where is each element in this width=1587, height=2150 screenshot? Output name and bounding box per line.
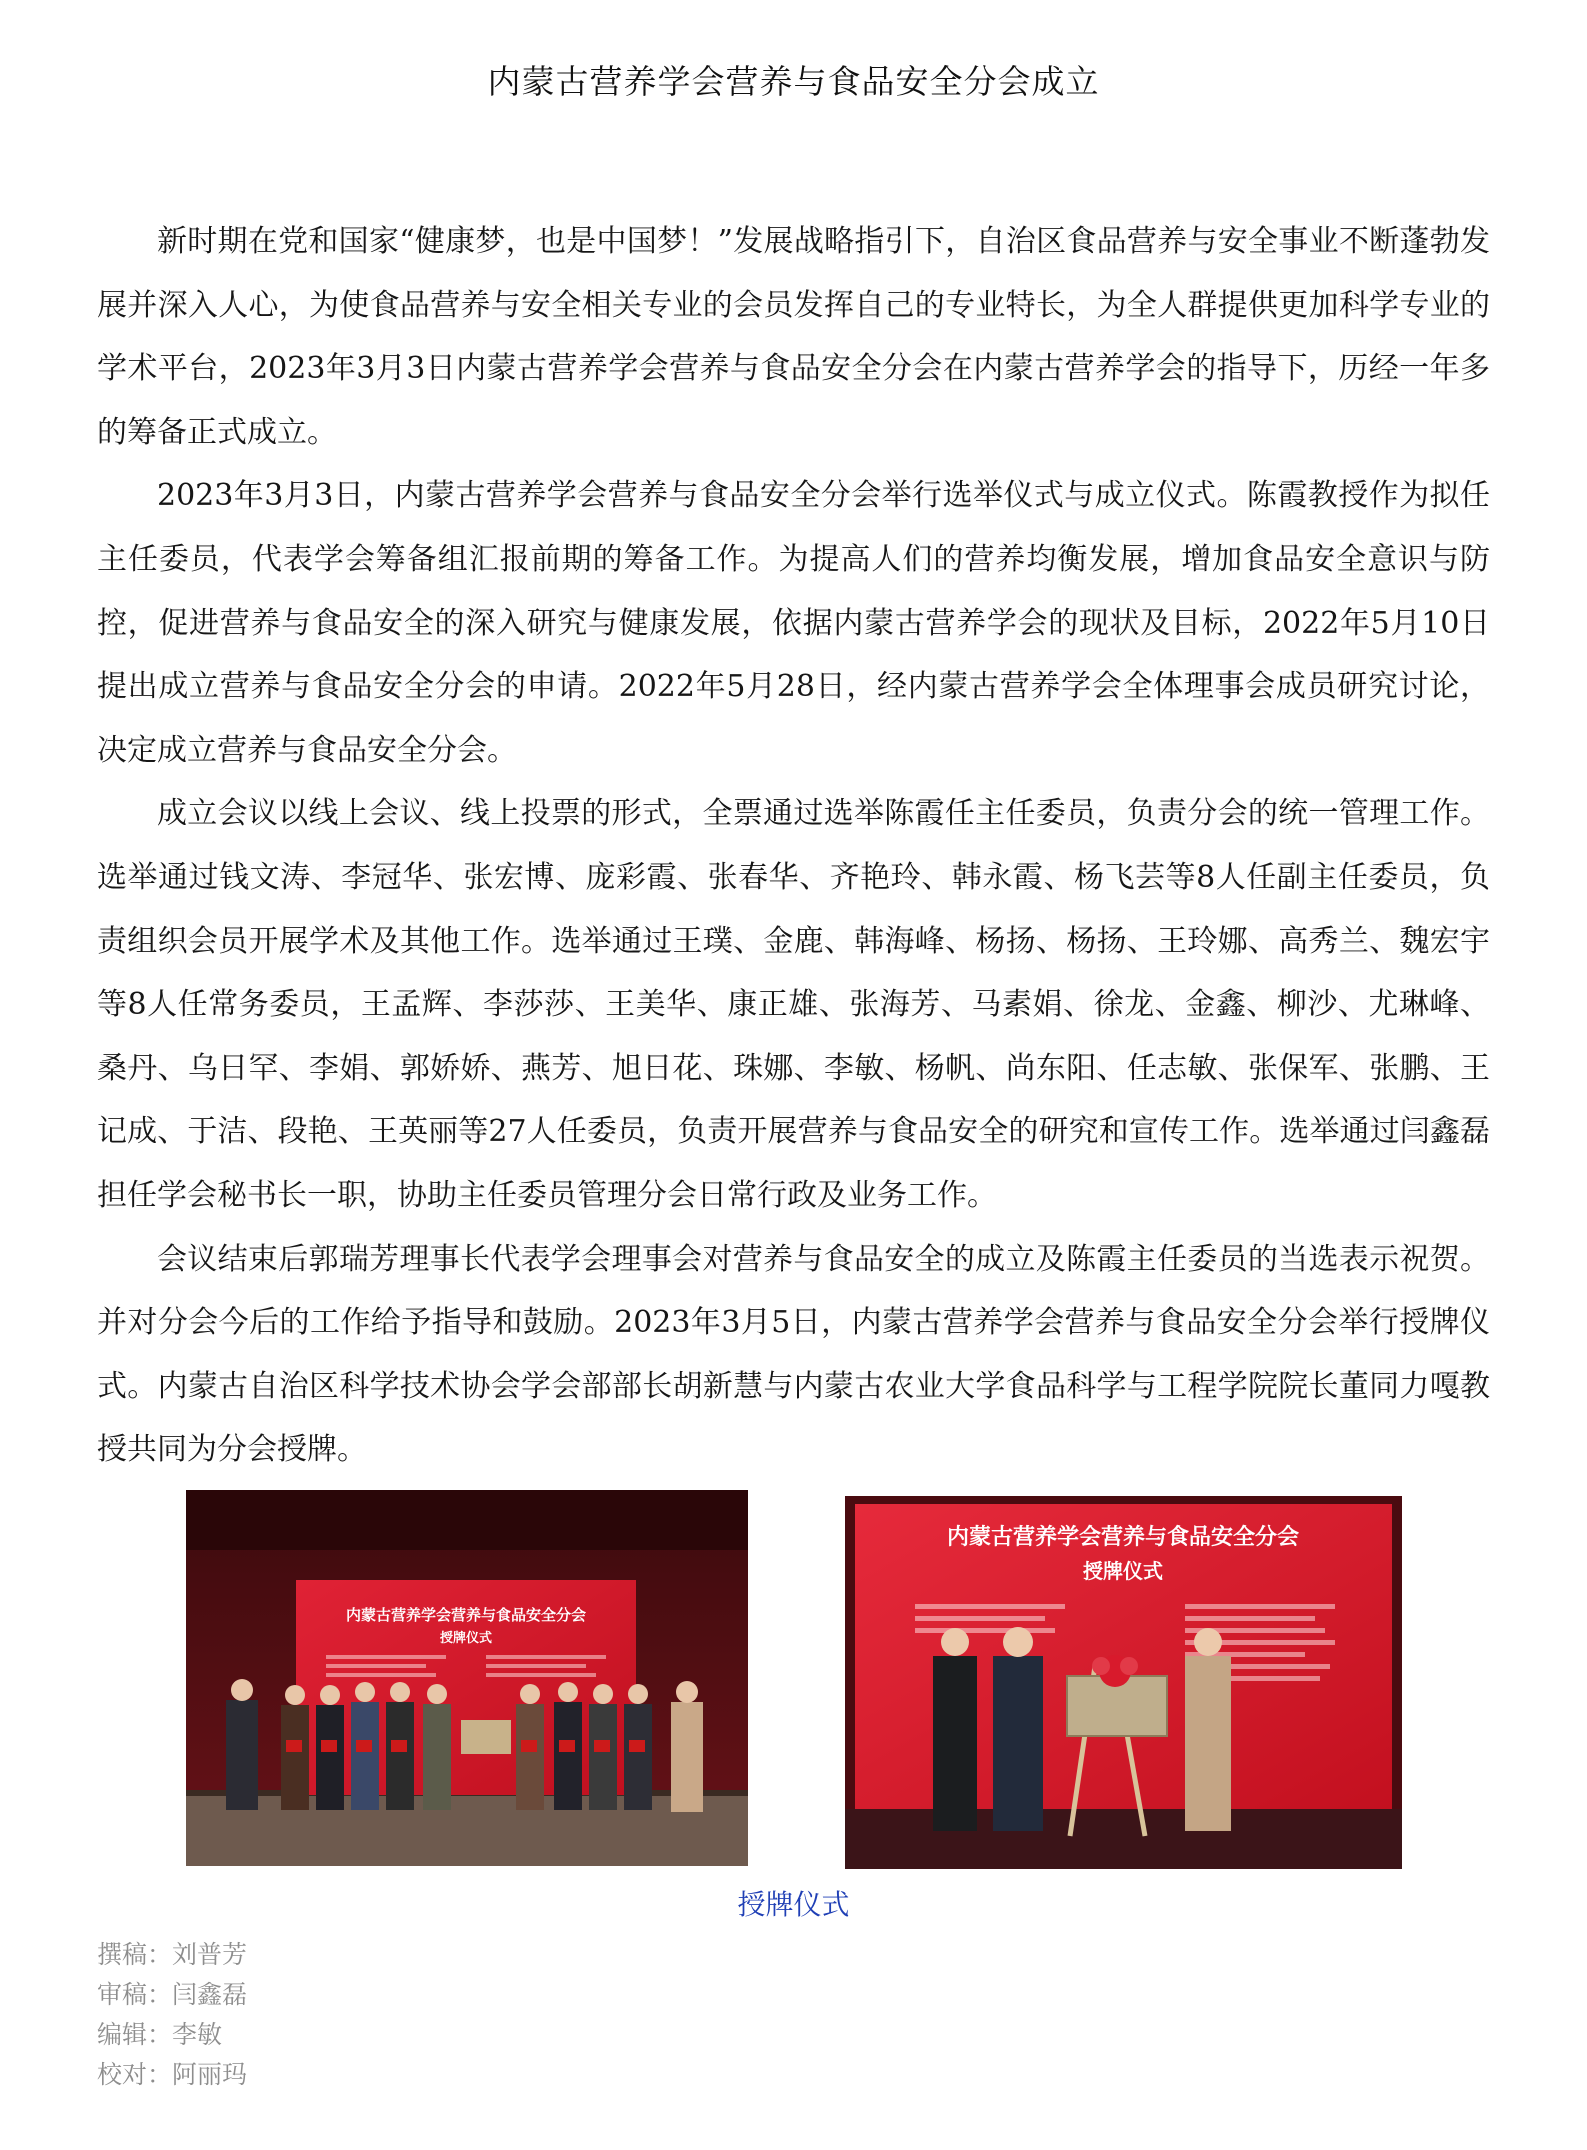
credit-name: 李敏 (172, 2020, 223, 2049)
credit-label: 审稿： (97, 1980, 173, 2009)
credits-block (97, 1935, 247, 2095)
credit-editor (97, 2015, 247, 2055)
credit-label: 撰稿： (97, 1940, 173, 1969)
credit-name: 刘普芳 (172, 1940, 248, 1969)
paragraph-2: 2023年3月3日，内蒙古营养学会营养与食品安全分会举行选举仪式与成立仪式。陈霞教授作为拟任主任委员，代表学会筹备组汇报前期的筹备工作。为提高人们的营养均衡发展，增加食品安全意识与防控，促进营养与食品安全的深入研究与健康发展，依据内蒙古营养学会的现状及目标，2022年5月10日提出成立营养与食品安全分会的申请。2022年5月28日，经内蒙古营养学会全体理事会成员研究讨论，决定成立营养与食品安全分会。 (97, 478, 1490, 768)
paragraph-4: 会议结束后郭瑞芳理事长代表学会理事会对营养与食品安全的成立及陈霞主任委员的当选表示祝贺。并对分会今后的工作给予指导和鼓励。2023年3月5日，内蒙古营养学会营养与食品安全分会举行授牌仪式。内蒙古自治区科学技术协会学会部部长胡新慧与内蒙古农业大学食品科学与工程学院院长董同力嘎教授共同为分会授牌。 (97, 1241, 1490, 1468)
credit-proofreader (97, 2055, 247, 2095)
page-title: 内蒙古营养学会营养与食品安全分会成立 (487, 62, 1100, 101)
credit-name: 闫鑫磊 (172, 1980, 248, 2009)
credit-label: 校对： (97, 2060, 173, 2089)
paragraph-3: 成立会议以线上会议、线上投票的形式，全票通过选举陈霞任主任委员，负责分会的统一管理工作。选举通过钱文涛、李冠华、张宏博、庞彩霞、张春华、齐艳玲、韩永霞、杨飞芸等8人任副主任委员，负责组织会员开展学术及其他工作。选举通过王璞、金鹿、韩海峰、杨扬、杨扬、王玲娜、高秀兰、魏宏宇等8人任常务委员，王孟辉、李莎莎、王美华、康正雄、张海芳、马素娟、徐龙、金鑫、柳沙、尤琳峰、桑丹、乌日罕、李娟、郭娇娇、燕芳、旭日花、珠娜、李敏、杨帆、尚东阳、任志敏、张保军、张鹏、王记成、于洁、段艳、王英丽等27人任委员，负责开展营养与食品安全的研究和宣传工作。选举通过闫鑫磊担任学会秘书长一职，协助主任委员管理分会日常行政及业务工作。 (97, 796, 1490, 1213)
article-body (97, 210, 1490, 1482)
photo1-banner-title: 内蒙古营养学会营养与食品安全分会 (345, 1606, 587, 1624)
credit-label: 编辑： (97, 2020, 173, 2049)
photo1-banner-subtitle: 授牌仪式 (439, 1631, 493, 1646)
photo2-banner-title: 内蒙古营养学会营养与食品安全分会 (946, 1525, 1300, 1550)
photo-caption: 授牌仪式 (737, 1888, 850, 1921)
credit-writer (97, 1935, 247, 1975)
ceremony-group-photo (186, 1490, 748, 1866)
plaque-unveiling-photo (845, 1496, 1402, 1869)
credit-reviewer (97, 1975, 247, 2015)
paragraph-1: 新时期在党和国家“健康梦，也是中国梦！”发展战略指引下，自治区食品营养与安全事业不断蓬勃发展并深入人心，为使食品营养与安全相关专业的会员发挥自己的专业特长，为全人群提供更加科学专业的学术平台，2023年3月3日内蒙古营养学会营养与食品安全分会在内蒙古营养学会的指导下，历经一年多的筹备正式成立。 (97, 224, 1490, 450)
credit-name: 阿丽玛 (172, 2060, 248, 2089)
group-photo-illustration (186, 1490, 748, 1866)
photo2-banner-subtitle: 授牌仪式 (1083, 1559, 1163, 1583)
unveiling-photo-illustration (845, 1496, 1402, 1869)
